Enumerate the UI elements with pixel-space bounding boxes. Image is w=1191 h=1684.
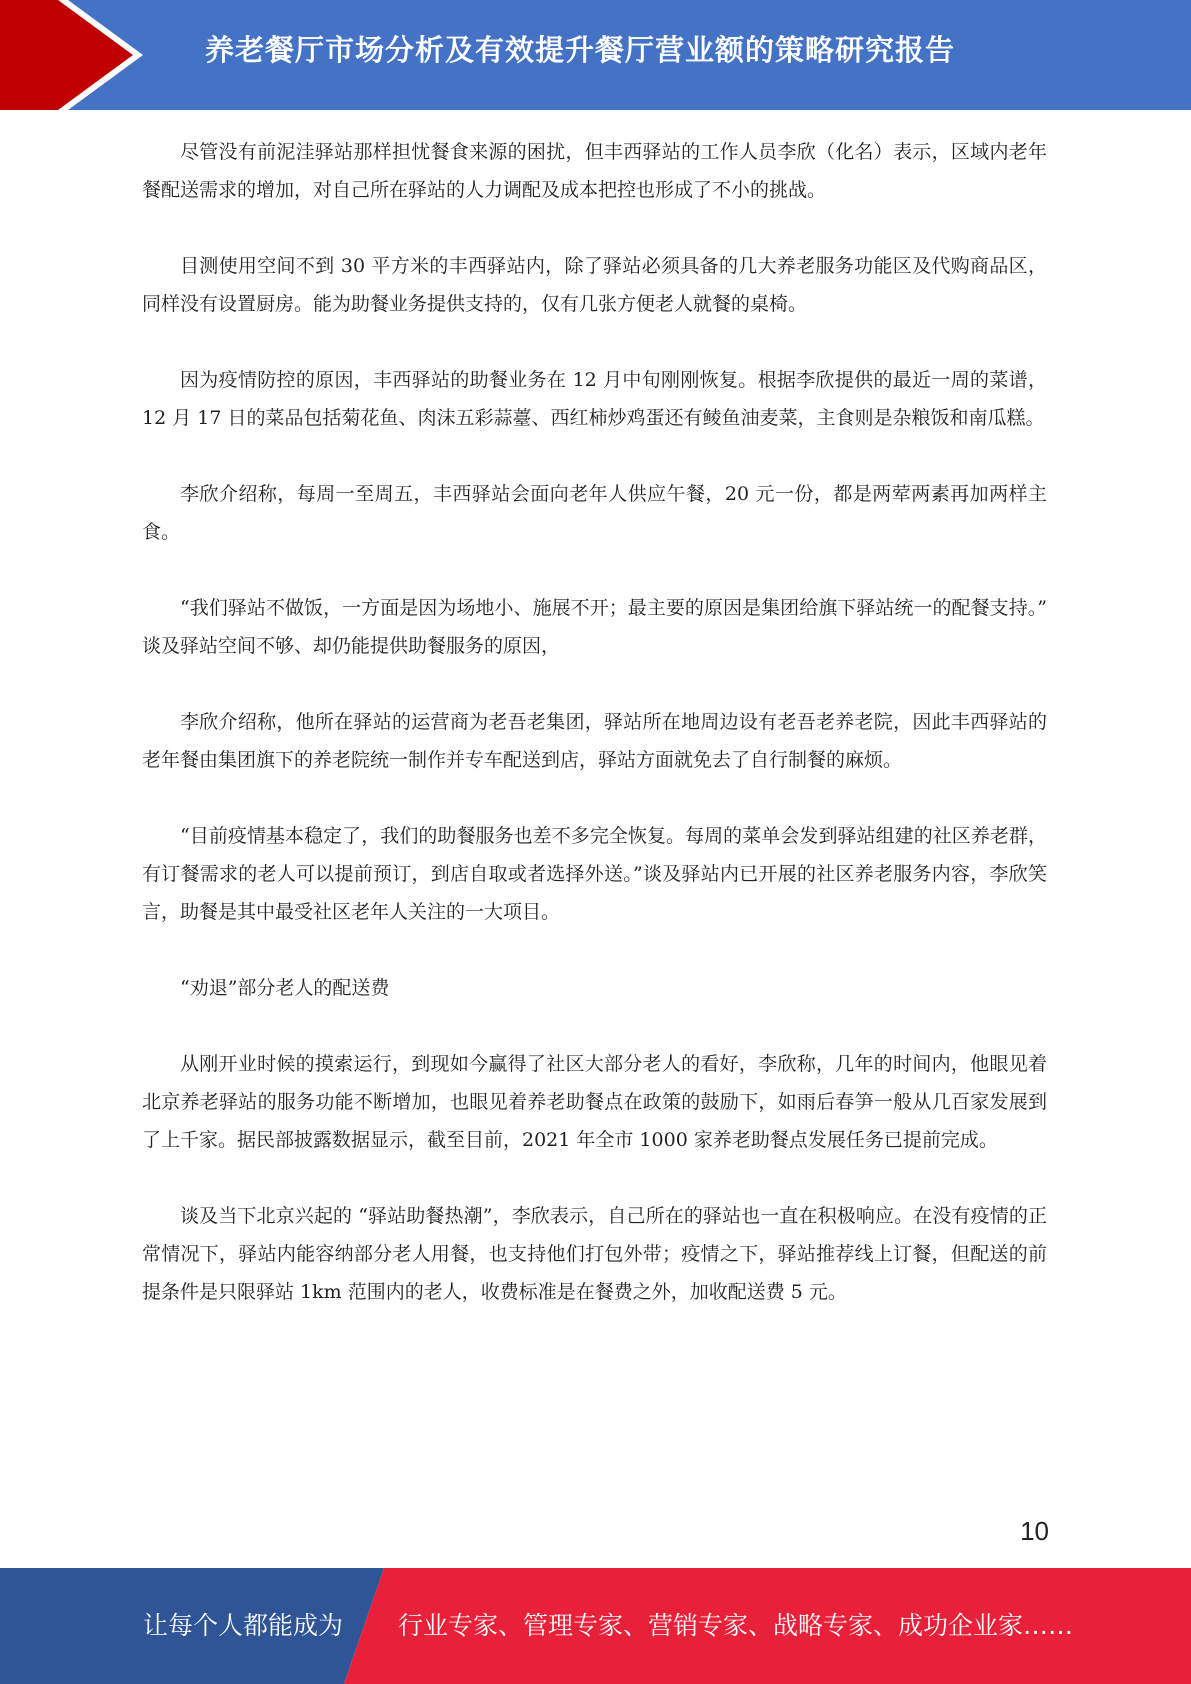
paragraph-1: 尽管没有前泥洼驿站那样担忧餐食来源的困扰，但丰西驿站的工作人员李欣（化名）表示，区域内老年餐配送需求的增加，对自己所在驿站的人力调配及成本把控也形成了不小的挑战。 (142, 141, 1047, 201)
paragraph-8: 从刚开业时候的摸索运行，到现如今赢得了社区大部分老人的看好，李欣称，几年的时间内，他眼见着北京养老驿站的服务功能不断增加，也眼见着养老助餐点在政策的鼓励下，如雨后春笋一般从几百家发展到了上千家。据民部披露数据显示，截至目前，2021 年全市 1000 家养老助餐点发展任务已提前完成。 (142, 1053, 1047, 1151)
report-title: 养老餐厅市场分析及有效提升餐厅营业额的策略研究报告 (205, 33, 956, 67)
paragraph-7: “目前疫情基本稳定了，我们的助餐服务也差不多完全恢复。每周的菜单会发到驿站组建的社区养老群，有订餐需求的老人可以提前预订，到店自取或者选择外送。”谈及驿站内已开展的社区养老服务内容，李欣笑言，助餐是其中最受社区老年人关注的一大项目。 (142, 825, 1047, 923)
paragraph-5: “我们驿站不做饭，一方面是因为场地小、施展不开；最主要的原因是集团给旗下驿站统一的配餐支持。” 谈及驿站空间不够、却仍能提供助餐服务的原因， (142, 597, 1047, 657)
article-body (142, 133, 1047, 1349)
paragraph-3: 因为疫情防控的原因，丰西驿站的助餐业务在 12 月中旬刚刚恢复。根据李欣提供的最近一周的菜谱，12 月 17 日的菜品包括菊花鱼、肉沫五彩蒜薹、西红柿炒鸡蛋还有鲮鱼油麦菜，主食则是杂粮饭和南瓜糕。 (142, 369, 1047, 429)
paragraph-2: 目测使用空间不到 30 平方米的丰西驿站内，除了驿站必须具备的几大养老服务功能区及代购商品区，同样没有设置厨房。能为助餐业务提供支持的，仅有几张方便老人就餐的桌椅。 (142, 255, 1047, 315)
footer-slogan-right: 行业专家、管理专家、营销专家、战略专家、成功企业家…… (398, 1611, 1074, 1640)
footer-slogan-left: 让每个人都能成为 (143, 1611, 344, 1640)
header-arrow-decoration (0, 0, 160, 110)
paragraph-9: 谈及当下北京兴起的 “驿站助餐热潮”，李欣表示，自己所在的驿站也一直在积极响应。在没有疫情的正常情况下，驿站内能容纳部分老人用餐，也支持他们打包外带；疫情之下，驿站推荐线上订餐，但配送的前提条件是只限驿站 1km 范围内的老人，收费标准是在餐费之外，加收配送费 5 元。 (142, 1205, 1047, 1303)
paragraph-6: 李欣介绍称，他所在驿站的运营商为老吾老集团，驿站所在地周边设有老吾老养老院，因此丰西驿站的老年餐由集团旗下的养老院统一制作并专车配送到店，驿站方面就免去了自行制餐的麻烦。 (142, 711, 1047, 771)
page-header (0, 0, 1191, 110)
paragraph-4: 李欣介绍称，每周一至周五，丰西驿站会面向老年人供应午餐，20 元一份，都是两荤两素再加两样主食。 (142, 483, 1047, 543)
section-subheading: “劝退”部分老人的配送费 (180, 977, 390, 999)
page-number: 10 (1020, 1516, 1049, 1546)
page-footer (0, 1568, 1191, 1684)
